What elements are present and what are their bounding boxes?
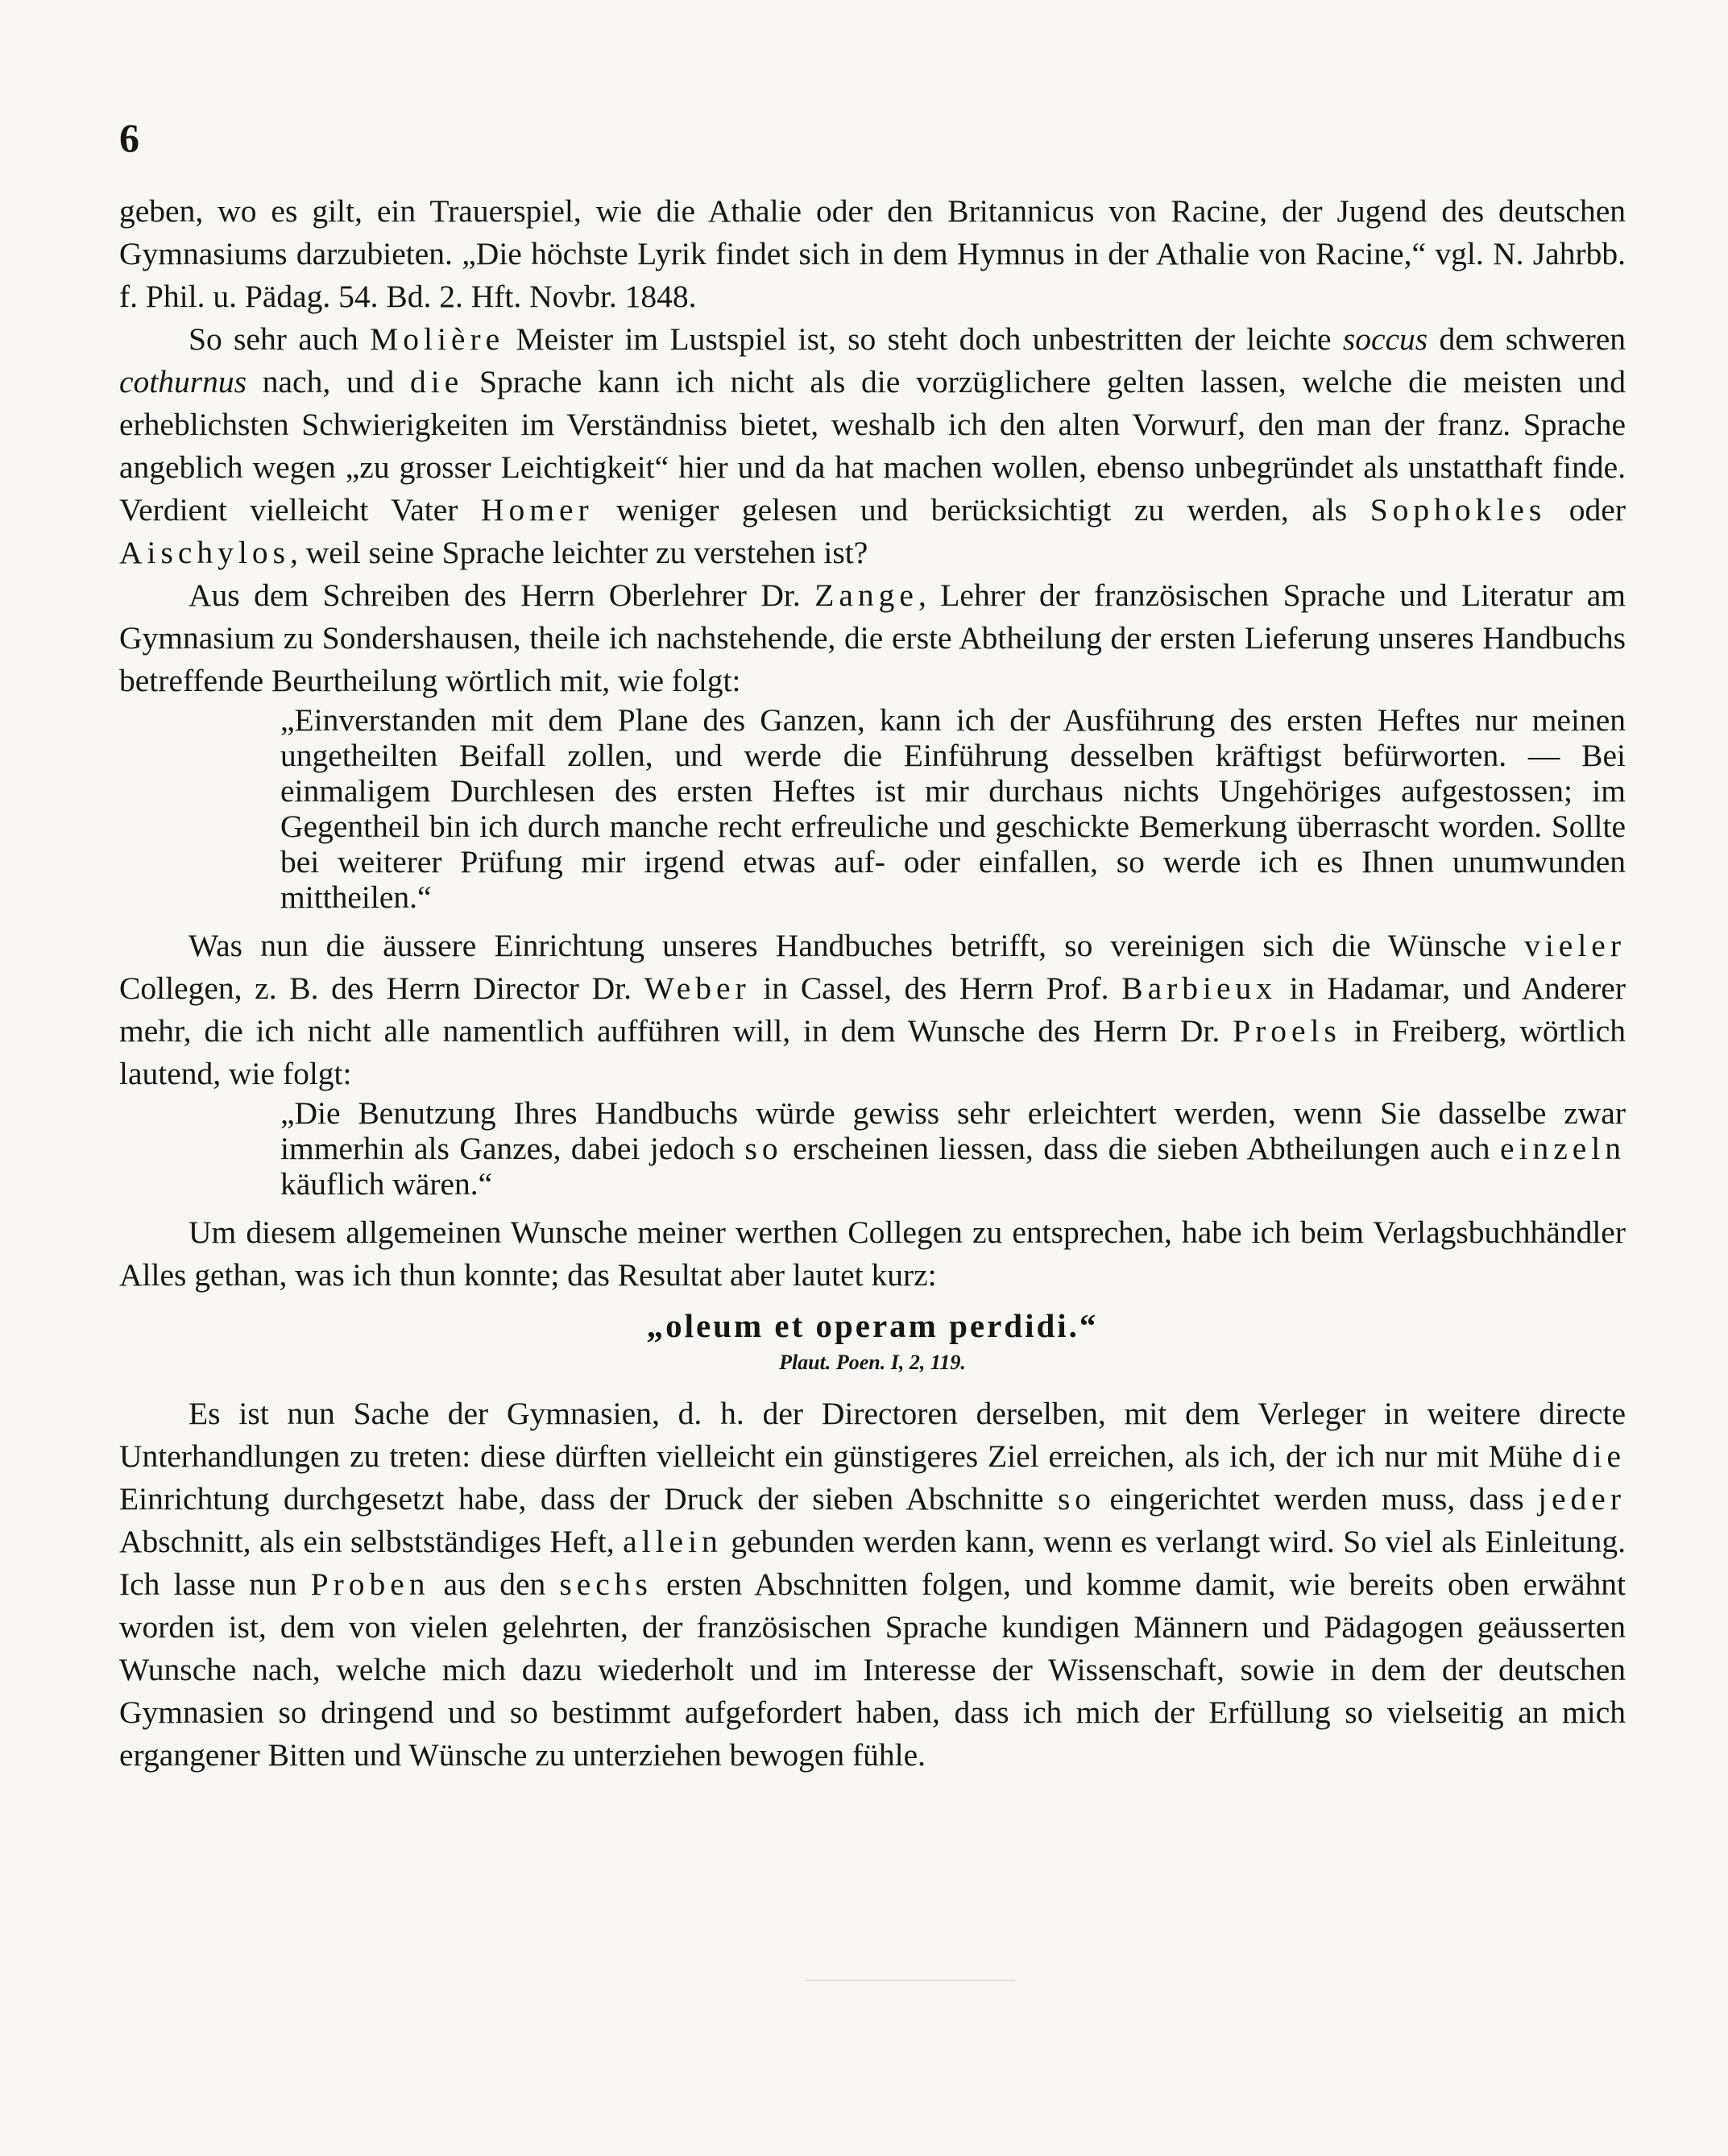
quotation-proels: „Die Benutzung Ihres Handbuchs würde gewiss sehr erleichtert werden, wenn Sie dasselbe zwar immerhin als Ganzes, dabei jedoch so erscheinen liessen, dass die sieben Abtheilungen auch einzeln käuflich wären.“ — [280, 1095, 1626, 1202]
paragraph-6: Es ist nun Sache der Gymnasien, d. h. der Directoren derselben, mit dem Verleger in weitere directe Unterhandlungen zu treten: diese dürften vielleicht ein günstigeres Ziel erreichen, als ich, der ich nur mit Mühe die Einrichtung durchgesetzt habe, dass der Druck der sieben Abschnitte so eingerichtet werden muss, dass jeder Abschnitt, als ein selbstständiges Heft, allein gebunden werden kann, wenn es verlangt wird. So viel als Einleitung. Ich lasse nun Proben aus den sechs ersten Abschnitten folgen, und komme damit, wie bereits oben erwähnt worden ist, dem von vielen gelehrten, der französischen Sprache kundigen Männern und Pädagogen geäusserten Wunsche nach, welche mich dazu wiederholt und im Interesse der Wissenschaft, sowie in dem der deutschen Gymnasien so dringend und so bestimmt aufgefordert haben, dass ich mich der Erfüllung so vielseitig an mich ergangener Bitten und Wünsche zu unterziehen bewogen fühle. — [119, 1396, 1626, 1773]
paragraph-5: Um diesem allgemeinen Wunsche meiner werthen Collegen zu entsprechen, habe ich beim Verlagsbuchhändler Alles gethan, was ich thun konnte; das Resultat aber lautet kurz: — [119, 1215, 1626, 1293]
motto-source: Plaut. Poen. I, 2, 119. — [779, 1351, 966, 1374]
paragraph-1: geben, wo es gilt, ein Trauerspiel, wie die Athalie oder den Britannicus von Racine, der Jugend des deutschen Gymnasiums darzubieten. „Die höchste Lyrik findet sich in dem Hymnus in der Athalie von Racine,“ vgl. N. Jahrbb. f. Phil. u. Pädag. 54. Bd. 2. Hft. Novbr. 1848. — [119, 193, 1626, 314]
quotation-zange: „Einverstanden mit dem Plane des Ganzen, kann ich der Ausführung des ersten Heftes nur meinen ungetheilten Beifall zollen, und werde die Einführung desselben kräftigst befürworten. — Bei einmaligem Durchlesen des ersten Heftes ist mir durchaus nichts Ungehöriges aufgestossen; im Gegentheil bin ich durch manche recht erfreuliche und geschickte Bemerkung überrascht worden. Sollte bei weiterer Prüfung mir irgend etwas auf- oder einfallen, so werde ich es Ihnen unumwunden mittheilen.“ — [280, 702, 1626, 915]
paragraph-2: So sehr auch Molière Meister im Lustspiel ist, so steht doch unbestritten der leichte soccus dem schweren cothurnus nach, und die Sprache kann ich nicht als die vorzüglichere gelten lassen, welche die meisten und erheblichsten Schwierigkeiten im Verständniss bietet, weshalb ich den alten Vorwurf, den man der franz. Sprache angeblich wegen „zu grosser Leichtigkeit“ hier und da hat machen wollen, ebenso unbegründet als unstatthaft finde. Verdient vielleicht Vater Homer weniger gelesen und berücksichtigt zu werden, als Sophokles oder Aischylos, weil seine Sprache leichter zu verstehen ist? — [119, 321, 1626, 570]
page-number: 6 — [119, 115, 139, 160]
paragraph-3: Aus dem Schreiben des Herrn Oberlehrer Dr. Zange, Lehrer der französischen Sprache und Literatur am Gymnasium zu Sondershausen, theile ich nachstehende, die erste Abtheilung der ersten Lieferung unseres Handbuchs betreffende Beurtheilung wörtlich mit, wie folgt: — [119, 577, 1626, 698]
body-text — [119, 190, 1626, 1777]
show-through-rule — [806, 1980, 1015, 1981]
motto: „oleum et operam perdidi.“ — [646, 1307, 1099, 1344]
paragraph-4: Was nun die äussere Einrichtung unseres Handbuches betrifft, so vereinigen sich die Wünsche vieler Collegen, z. B. des Herrn Director Dr. Weber in Cassel, des Herrn Prof. Barbieux in Hadamar, und Anderer mehr, die ich nicht alle namentlich aufführen will, in dem Wunsche des Herrn Dr. Proels in Freiberg, wörtlich lautend, wie folgt: — [119, 928, 1626, 1091]
